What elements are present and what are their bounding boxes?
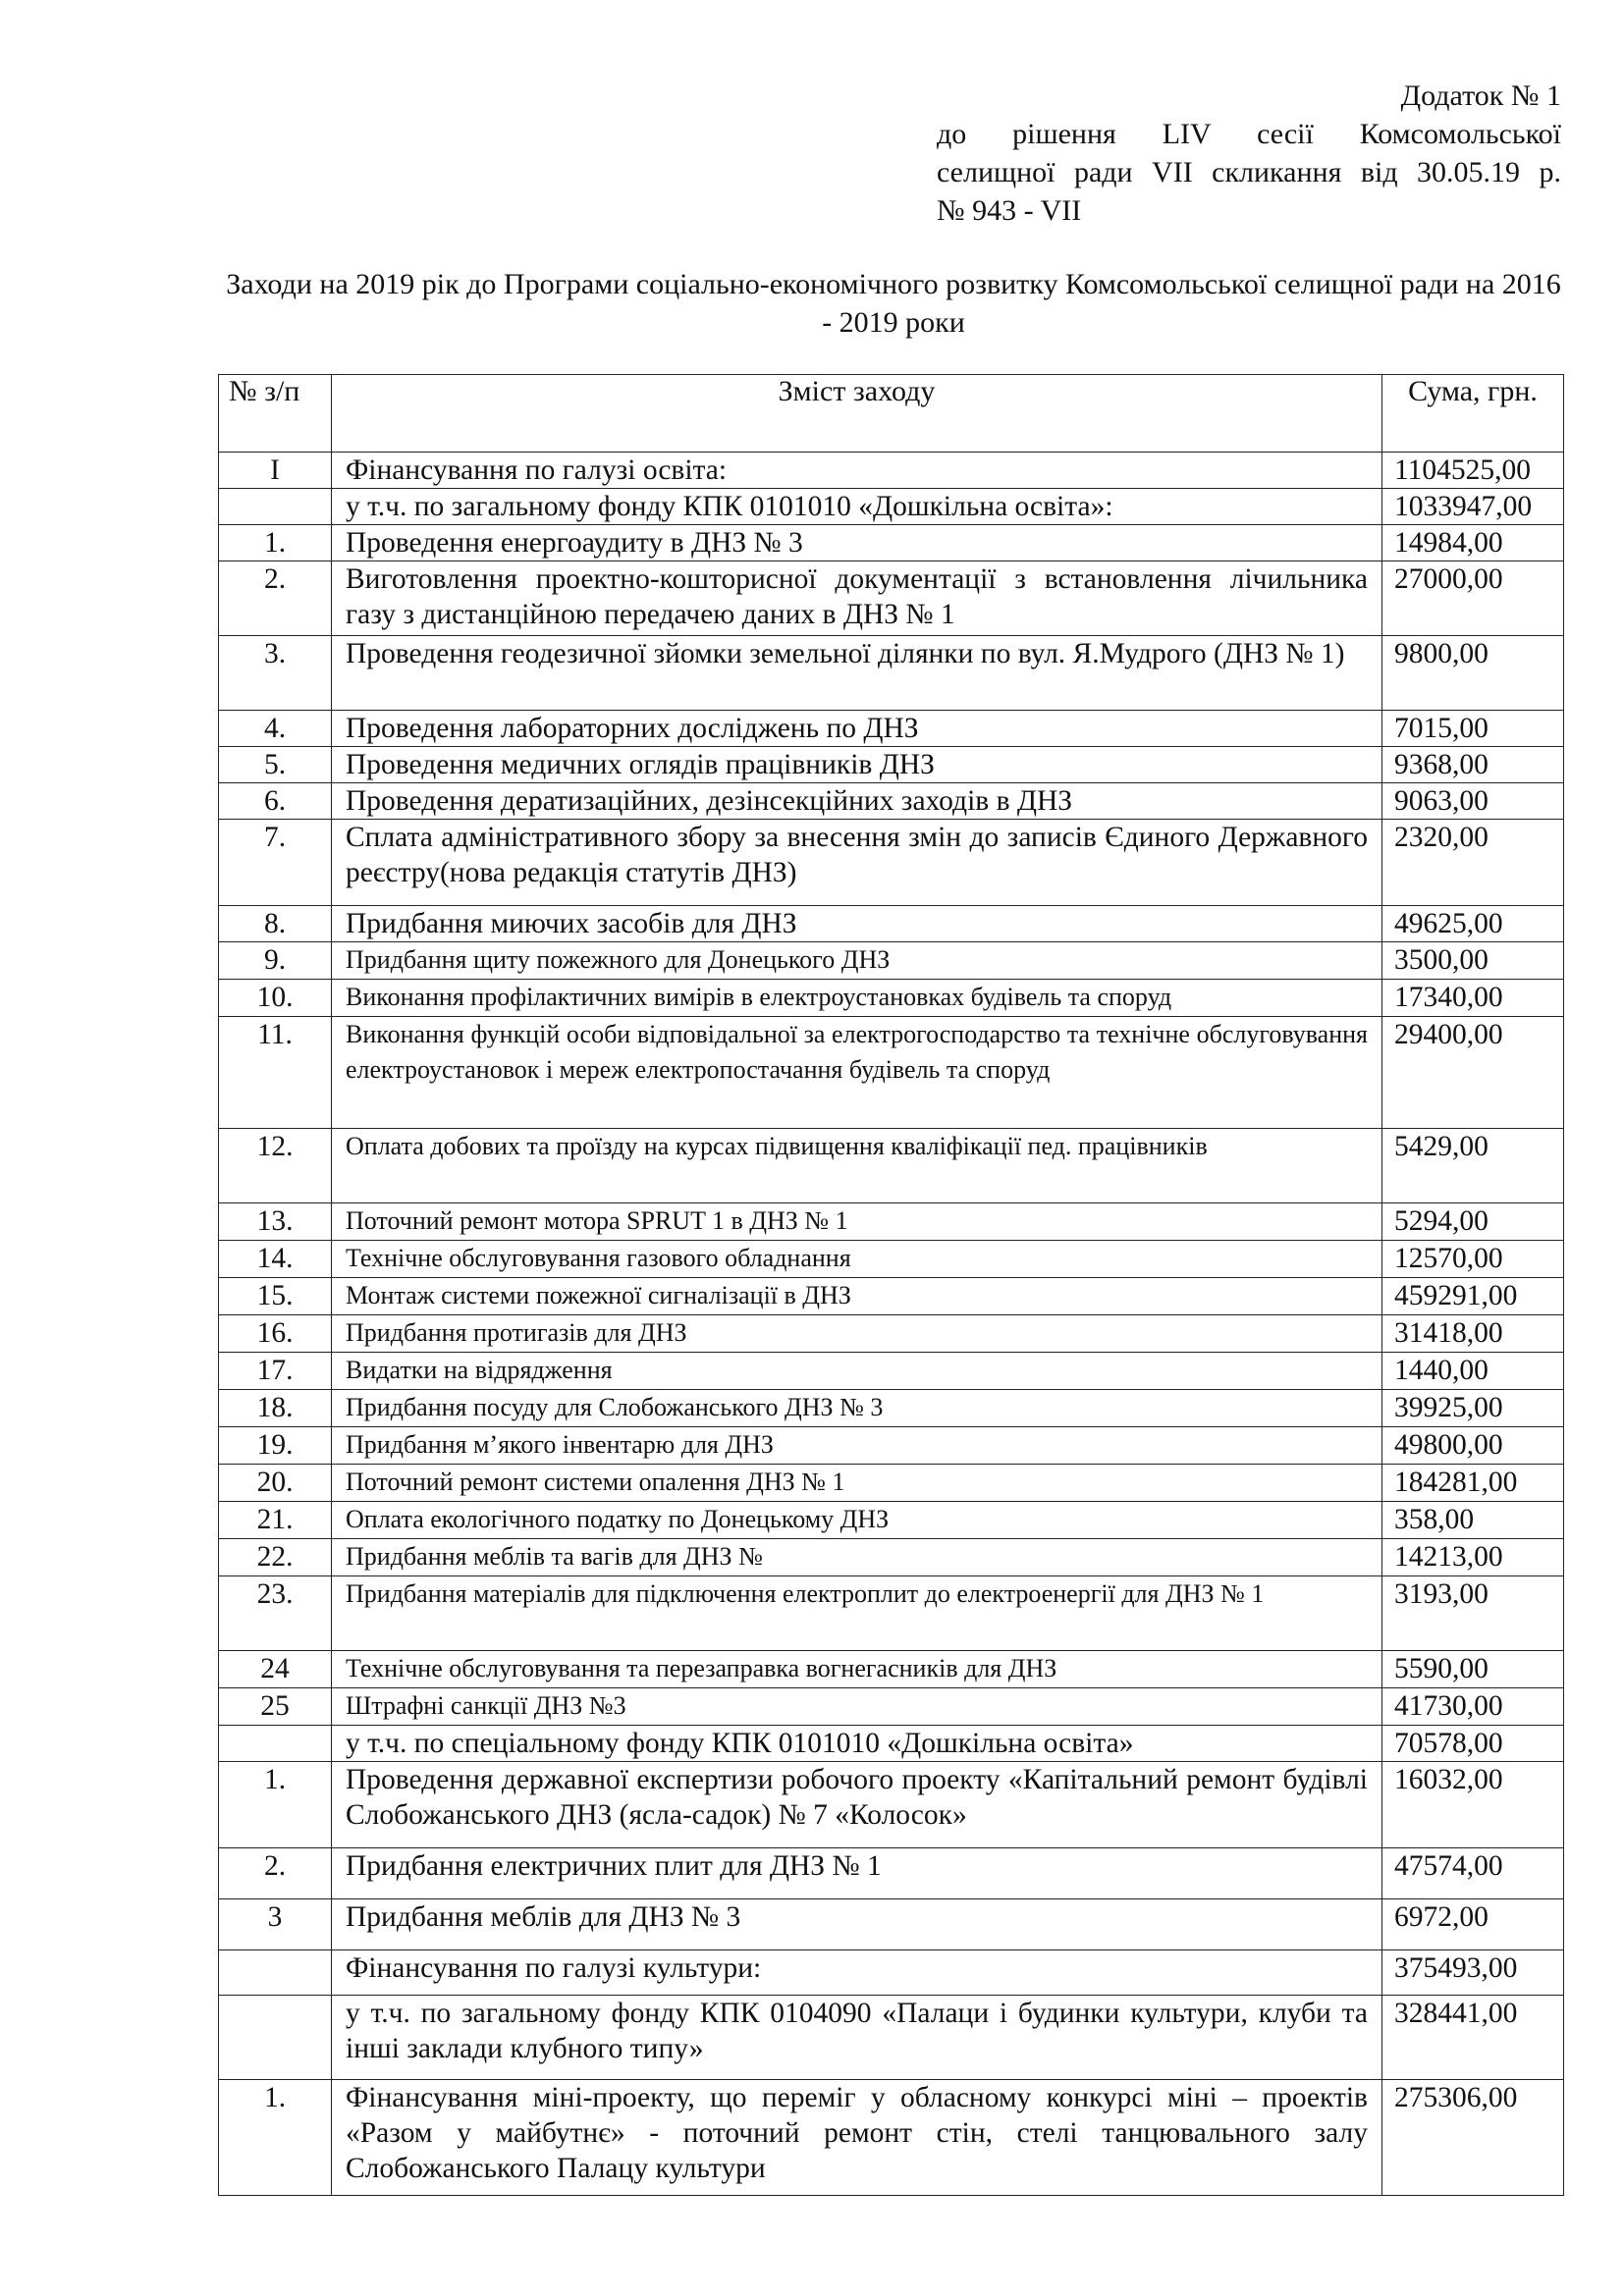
row-number: 1. [219, 2080, 332, 2196]
table-header-row [219, 375, 1564, 453]
table-row [219, 1390, 1564, 1427]
row-sum: 375493,00 [1382, 1950, 1564, 1996]
row-number: 24 [219, 1651, 332, 1688]
row-number: 25 [219, 1688, 332, 1726]
row-content: Проведення державної експертизи робочого проекту «Капітальний ремонт будівлі Слобожанського ДНЗ (ясла-садок) № 7 «Колосок» [332, 1762, 1382, 1848]
row-number: 21. [219, 1502, 332, 1539]
row-number: 14. [219, 1241, 332, 1278]
row-sum: 2320,00 [1382, 820, 1564, 906]
row-sum: 328441,00 [1382, 1996, 1564, 2080]
row-content: Проведення дератизаційних, дезінсекційних заходів в ДНЗ [332, 783, 1382, 820]
row-number: 8. [219, 906, 332, 942]
row-sum: 16032,00 [1382, 1762, 1564, 1848]
row-number [219, 1726, 332, 1762]
row-content: Проведення енергоаудиту в ДНЗ № 3 [332, 525, 1382, 561]
row-sum: 41730,00 [1382, 1688, 1564, 1726]
row-number: 18. [219, 1390, 332, 1427]
table-row [219, 1688, 1564, 1726]
row-content: Проведення лабораторних досліджень по ДНЗ [332, 711, 1382, 747]
row-content: Придбання миючих засобів для ДНЗ [332, 906, 1382, 942]
row-sum: 39925,00 [1382, 1390, 1564, 1427]
row-sum: 6972,00 [1382, 1899, 1564, 1950]
row-content: у т.ч. по спеціальному фонду КПК 0101010 «Дошкільна освіта» [332, 1726, 1382, 1762]
row-content: Фінансування міні-проекту, що переміг у обласному конкурсі міні – проектів «Разом у майбутнє» - поточний ремонт стін, стелі танцювального залу Слобожанського Палацу культури [332, 2080, 1382, 2196]
table-row [219, 1427, 1564, 1465]
row-sum: 17340,00 [1382, 980, 1564, 1017]
table-row [219, 820, 1564, 906]
row-number: 3 [219, 1899, 332, 1950]
row-content: у т.ч. по загальному фонду КПК 0101010 «Дошкільна освіта»: [332, 489, 1382, 525]
table-row [219, 1996, 1564, 2080]
table-row [219, 906, 1564, 942]
table-row [219, 1241, 1564, 1278]
row-content: Придбання посуду для Слобожанського ДНЗ № 3 [332, 1390, 1382, 1427]
table-row [219, 1278, 1564, 1315]
row-content: у т.ч. по загальному фонду КПК 0104090 «Палаци і будинки культури, клуби та інші заклади клубного типу» [332, 1996, 1382, 2080]
table-row [219, 1950, 1564, 1996]
row-sum: 14213,00 [1382, 1539, 1564, 1576]
row-number: I [219, 453, 332, 489]
row-number: 16. [219, 1315, 332, 1353]
row-content: Придбання м’якого інвентарю для ДНЗ [332, 1427, 1382, 1465]
row-sum: 1440,00 [1382, 1353, 1564, 1390]
row-sum: 5429,00 [1382, 1129, 1564, 1203]
table-row [219, 711, 1564, 747]
row-number: 15. [219, 1278, 332, 1315]
row-content: Виготовлення проектно-кошторисної документації з встановлення лічильника газу з дистанційною передачею даних в ДНЗ № 1 [332, 561, 1382, 636]
row-content: Проведення геодезичної зйомки земельної ділянки по вул. Я.Мудрого (ДНЗ № 1) [332, 636, 1382, 711]
row-content: Виконання функцій особи відповідальної за електрогосподарство та технічне обслуговування електроустановок і мереж електропостачання будівель та споруд [332, 1017, 1382, 1129]
row-sum: 9063,00 [1382, 783, 1564, 820]
row-number [219, 489, 332, 525]
table-row [219, 1465, 1564, 1502]
table-row [219, 525, 1564, 561]
row-content: Технічне обслуговування та перезаправка вогнегасників для ДНЗ [332, 1651, 1382, 1688]
row-sum: 9368,00 [1382, 747, 1564, 783]
row-content: Придбання протигазів для ДНЗ [332, 1315, 1382, 1353]
measures-table [218, 374, 1564, 2196]
row-content: Фінансування по галузі культури: [332, 1950, 1382, 1996]
row-number: 2. [219, 1848, 332, 1899]
annex-block [937, 77, 1561, 230]
row-sum: 1104525,00 [1382, 453, 1564, 489]
row-content: Придбання меблів та вагів для ДНЗ № [332, 1539, 1382, 1576]
row-sum: 49625,00 [1382, 906, 1564, 942]
row-sum: 7015,00 [1382, 711, 1564, 747]
row-content: Штрафні санкції ДНЗ №3 [332, 1688, 1382, 1726]
row-content: Оплата екологічного податку по Донецькому ДНЗ [332, 1502, 1382, 1539]
row-sum: 14984,00 [1382, 525, 1564, 561]
row-number: 7. [219, 820, 332, 906]
row-number: 9. [219, 942, 332, 980]
row-content: Поточний ремонт системи опалення ДНЗ № 1 [332, 1465, 1382, 1502]
row-content: Видатки на відрядження [332, 1353, 1382, 1390]
row-sum: 9800,00 [1382, 636, 1564, 711]
table-row [219, 636, 1564, 711]
row-sum: 31418,00 [1382, 1315, 1564, 1353]
annex-line-1: Додаток № 1 [1400, 80, 1561, 112]
row-number: 19. [219, 1427, 332, 1465]
row-content: Проведення медичних оглядів працівників ДНЗ [332, 747, 1382, 783]
table-row [219, 1576, 1564, 1651]
row-sum: 1033947,00 [1382, 489, 1564, 525]
row-number: 4. [219, 711, 332, 747]
row-content: Фінансування по галузі освіта: [332, 453, 1382, 489]
row-sum: 5294,00 [1382, 1203, 1564, 1241]
row-sum: 49800,00 [1382, 1427, 1564, 1465]
row-sum: 5590,00 [1382, 1651, 1564, 1688]
annex-line-2: до рішення LIV сесії Комсомольської [937, 118, 1561, 150]
table-row [219, 980, 1564, 1017]
row-number: 22. [219, 1539, 332, 1576]
table-row [219, 1129, 1564, 1203]
table-row [219, 747, 1564, 783]
table-row [219, 1315, 1564, 1353]
table-row [219, 1203, 1564, 1241]
table-row [219, 1726, 1564, 1762]
annex-line-3: селищної ради VII скликання від 30.05.19 р. [937, 156, 1561, 188]
row-number: 3. [219, 636, 332, 711]
row-number [219, 1996, 332, 2080]
table-row [219, 942, 1564, 980]
row-number [219, 1950, 332, 1996]
table-row [219, 1899, 1564, 1950]
row-sum: 29400,00 [1382, 1017, 1564, 1129]
table-row [219, 453, 1564, 489]
row-sum: 459291,00 [1382, 1278, 1564, 1315]
row-content: Оплата добових та проїзду на курсах підвищення кваліфікації пед. працівників [332, 1129, 1382, 1203]
table-row [219, 1502, 1564, 1539]
table-row [219, 1651, 1564, 1688]
header-content: Зміст заходу [332, 375, 1382, 453]
row-number: 11. [219, 1017, 332, 1129]
row-sum: 275306,00 [1382, 2080, 1564, 2196]
row-sum: 12570,00 [1382, 1241, 1564, 1278]
row-number: 10. [219, 980, 332, 1017]
row-sum: 358,00 [1382, 1502, 1564, 1539]
annex-line-4: № 943 - VII [937, 194, 1082, 227]
row-content: Монтаж системи пожежної сигналізації в ДНЗ [332, 1278, 1382, 1315]
row-number: 2. [219, 561, 332, 636]
header-sum: Сума, грн. [1382, 375, 1564, 453]
table-row [219, 2080, 1564, 2196]
row-number: 5. [219, 747, 332, 783]
row-content: Придбання електричних плит для ДНЗ № 1 [332, 1848, 1382, 1899]
row-content: Придбання щиту пожежного для Донецького ДНЗ [332, 942, 1382, 980]
row-number: 1. [219, 1762, 332, 1848]
row-sum: 70578,00 [1382, 1726, 1564, 1762]
row-content: Придбання меблів для ДНЗ № 3 [332, 1899, 1382, 1950]
row-number: 1. [219, 525, 332, 561]
row-sum: 47574,00 [1382, 1848, 1564, 1899]
document-title: Заходи на 2019 рік до Програми соціально-економічного розвитку Комсомольської селищної ради на 2016 - 2019 роки [226, 268, 1561, 339]
table-row [219, 1353, 1564, 1390]
table-row [219, 561, 1564, 636]
row-content: Виконання профілактичних вимірів в електроустановках будівель та споруд [332, 980, 1382, 1017]
table-row [219, 783, 1564, 820]
row-sum: 184281,00 [1382, 1465, 1564, 1502]
table-row [219, 1762, 1564, 1848]
row-content: Сплата адміністративного збору за внесення змін до записів Єдиного Державного реєстру(нова редакція статутів ДНЗ) [332, 820, 1382, 906]
table-body [219, 453, 1564, 2196]
row-number: 23. [219, 1576, 332, 1651]
row-number: 12. [219, 1129, 332, 1203]
row-number: 13. [219, 1203, 332, 1241]
header-number: № з/п [219, 375, 332, 453]
table-row [219, 1017, 1564, 1129]
row-content: Поточний ремонт мотора SPRUT 1 в ДНЗ № 1 [332, 1203, 1382, 1241]
table-row [219, 1539, 1564, 1576]
row-number: 6. [219, 783, 332, 820]
table-row [219, 1848, 1564, 1899]
table-row [219, 489, 1564, 525]
row-number: 20. [219, 1465, 332, 1502]
row-sum: 27000,00 [1382, 561, 1564, 636]
row-sum: 3500,00 [1382, 942, 1564, 980]
row-number: 17. [219, 1353, 332, 1390]
row-sum: 3193,00 [1382, 1576, 1564, 1651]
row-content: Технічне обслуговування газового обладнання [332, 1241, 1382, 1278]
row-content: Придбання матеріалів для підключення електроплит до електроенергії для ДНЗ № 1 [332, 1576, 1382, 1651]
